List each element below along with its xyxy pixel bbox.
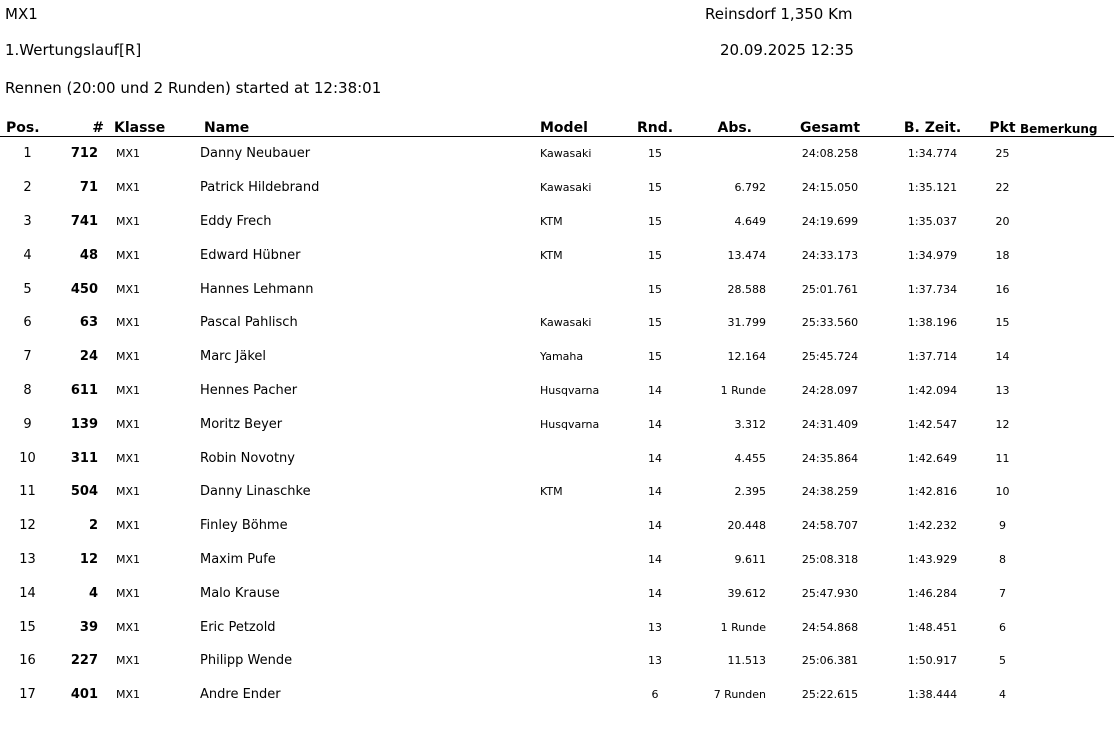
- cell-rnd: 15: [648, 181, 662, 195]
- table-row: [0, 441, 1114, 475]
- table-header-row: [0, 118, 1114, 137]
- cell-name: Philipp Wende: [200, 653, 293, 669]
- cell-bemerkung: [1020, 137, 1114, 171]
- cell-gesamt: 24:35.864: [801, 451, 859, 465]
- table-row: [0, 678, 1114, 712]
- cell-name: Malo Krause: [200, 585, 280, 601]
- cell-klasse: MX1: [116, 214, 141, 228]
- cell-klasse: MX1: [116, 485, 141, 499]
- cell-bemerkung: [1020, 374, 1114, 408]
- cell-pos: 12: [19, 518, 36, 534]
- cell-bemerkung: [1020, 644, 1114, 678]
- cell-model: [540, 441, 625, 475]
- round-label: 1.Wertungslauf[R]: [5, 41, 142, 59]
- cell-gesamt: 24:28.097: [801, 383, 859, 397]
- cell-gesamt: 25:47.930: [801, 586, 859, 600]
- cell-pkt: 8: [999, 552, 1006, 566]
- cell-pkt: 10: [995, 485, 1010, 499]
- cell-num: 12: [79, 551, 98, 567]
- cell-bemerkung: [1020, 475, 1114, 509]
- cell-bzeit: 1:42.094: [907, 383, 958, 397]
- cell-klasse: MX1: [116, 451, 141, 465]
- cell-gesamt: 25:01.761: [801, 282, 859, 296]
- cell-model: Kawasaki: [540, 147, 592, 161]
- col-header-klasse: Klasse: [110, 118, 200, 137]
- col-header-name: Name: [200, 118, 540, 137]
- cell-pos: 7: [23, 349, 32, 365]
- cell-model: [540, 576, 625, 610]
- cell-pos: 8: [23, 382, 32, 398]
- col-header-model: Model: [540, 118, 625, 137]
- cell-abs: 1 Runde: [720, 620, 766, 634]
- cell-rnd: 14: [648, 485, 662, 499]
- cell-bemerkung: [1020, 171, 1114, 205]
- table-row: [0, 171, 1114, 205]
- cell-model: [540, 543, 625, 577]
- cell-pkt: 25: [995, 147, 1010, 161]
- cell-model: KTM: [540, 248, 563, 262]
- cell-model: Husqvarna: [540, 383, 600, 397]
- cell-gesamt: 24:15.050: [801, 181, 859, 195]
- cell-pkt: 12: [995, 417, 1010, 431]
- cell-abs: 3.312: [734, 417, 766, 431]
- cell-pos: 10: [19, 450, 36, 466]
- cell-abs: 11.513: [727, 654, 766, 668]
- cell-gesamt: 24:19.699: [801, 214, 859, 228]
- cell-num: 227: [70, 653, 98, 669]
- cell-abs: 7 Runden: [713, 688, 766, 702]
- cell-klasse: MX1: [116, 248, 141, 262]
- cell-bzeit: 1:42.547: [907, 417, 958, 431]
- cell-abs: 13.474: [727, 248, 766, 262]
- cell-rnd: 14: [648, 519, 662, 533]
- cell-name: Danny Neubauer: [200, 146, 311, 162]
- cell-bemerkung: [1020, 205, 1114, 239]
- cell-rnd: 14: [648, 383, 662, 397]
- cell-model: [540, 644, 625, 678]
- page-title: MX1: [5, 5, 38, 23]
- cell-gesamt: 25:08.318: [801, 552, 859, 566]
- cell-num: 504: [70, 484, 98, 500]
- cell-pos: 14: [19, 585, 36, 601]
- cell-pkt: 22: [995, 181, 1010, 195]
- cell-klasse: MX1: [116, 519, 141, 533]
- cell-abs: 12.164: [727, 350, 766, 364]
- table-row: [0, 205, 1114, 239]
- col-header-abs: Abs.: [685, 118, 780, 137]
- cell-rnd: 14: [648, 451, 662, 465]
- cell-model: [540, 272, 625, 306]
- cell-rnd: 14: [648, 552, 662, 566]
- cell-klasse: MX1: [116, 383, 141, 397]
- cell-bzeit: 1:37.734: [907, 282, 958, 296]
- cell-bzeit: 1:37.714: [907, 350, 958, 364]
- cell-pos: 13: [19, 551, 36, 567]
- cell-name: Marc Jäkel: [200, 349, 266, 365]
- cell-abs: 31.799: [727, 316, 766, 330]
- table-row: [0, 272, 1114, 306]
- table-row: [0, 306, 1114, 340]
- cell-name: Pascal Pahlisch: [200, 315, 298, 331]
- cell-pos: 15: [19, 619, 36, 635]
- col-header-num: #: [55, 118, 110, 137]
- results-table: [0, 118, 1114, 712]
- cell-bzeit: 1:34.979: [907, 248, 958, 262]
- cell-abs: 9.611: [734, 552, 766, 566]
- cell-pos: 16: [19, 653, 36, 669]
- cell-rnd: 14: [648, 586, 662, 600]
- cell-name: Hannes Lehmann: [200, 281, 314, 297]
- cell-abs: [685, 137, 780, 171]
- cell-rnd: 15: [648, 147, 662, 161]
- cell-num: 311: [70, 450, 98, 466]
- cell-pos: 11: [19, 484, 36, 500]
- cell-rnd: 15: [648, 214, 662, 228]
- cell-num: 611: [70, 382, 98, 398]
- cell-pos: 4: [23, 247, 32, 263]
- cell-pos: 2: [23, 180, 32, 196]
- cell-pkt: 15: [995, 316, 1010, 330]
- cell-abs: 39.612: [727, 586, 766, 600]
- cell-abs: 4.455: [734, 451, 766, 465]
- table-row: [0, 610, 1114, 644]
- cell-bzeit: 1:42.816: [907, 485, 958, 499]
- cell-bemerkung: [1020, 407, 1114, 441]
- cell-bzeit: 1:35.037: [907, 214, 958, 228]
- cell-num: 450: [70, 281, 98, 297]
- table-row: [0, 137, 1114, 171]
- col-header-rnd: Rnd.: [625, 118, 685, 137]
- cell-klasse: MX1: [116, 586, 141, 600]
- cell-bzeit: 1:46.284: [907, 586, 958, 600]
- cell-name: Robin Novotny: [200, 450, 295, 466]
- cell-gesamt: 25:45.724: [801, 350, 859, 364]
- cell-name: Edward Hübner: [200, 247, 301, 263]
- cell-pkt: 20: [995, 214, 1010, 228]
- cell-abs: 4.649: [734, 214, 766, 228]
- col-header-gesamt: Gesamt: [780, 118, 880, 137]
- cell-bzeit: 1:35.121: [907, 181, 958, 195]
- cell-pkt: 11: [995, 451, 1010, 465]
- cell-model: [540, 678, 625, 712]
- cell-gesamt: 25:33.560: [801, 316, 859, 330]
- cell-name: Andre Ender: [200, 687, 281, 703]
- cell-num: 139: [70, 416, 98, 432]
- race-info: Rennen (20:00 und 2 Runden) started at 12:38:01: [5, 79, 382, 97]
- table-row: [0, 543, 1114, 577]
- cell-rnd: 13: [648, 654, 662, 668]
- table-row: [0, 238, 1114, 272]
- cell-pos: 1: [23, 146, 32, 162]
- cell-abs: 20.448: [727, 519, 766, 533]
- cell-pkt: 9: [999, 519, 1006, 533]
- cell-pos: 6: [23, 315, 32, 331]
- cell-gesamt: 25:06.381: [801, 654, 859, 668]
- cell-num: 741: [70, 213, 98, 229]
- cell-name: Patrick Hildebrand: [200, 180, 320, 196]
- cell-name: Eddy Frech: [200, 213, 272, 229]
- cell-model: Yamaha: [540, 350, 584, 364]
- cell-bemerkung: [1020, 306, 1114, 340]
- cell-klasse: MX1: [116, 350, 141, 364]
- cell-rnd: 15: [648, 282, 662, 296]
- results-body: [0, 137, 1114, 712]
- cell-klasse: MX1: [116, 147, 141, 161]
- cell-gesamt: 24:33.173: [801, 248, 859, 262]
- cell-name: Moritz Beyer: [200, 416, 283, 432]
- cell-bemerkung: [1020, 576, 1114, 610]
- cell-bemerkung: [1020, 238, 1114, 272]
- cell-num: 2: [88, 518, 98, 534]
- cell-klasse: MX1: [116, 282, 141, 296]
- cell-pkt: 6: [999, 620, 1006, 634]
- cell-rnd: 13: [648, 620, 662, 634]
- cell-pkt: 13: [995, 383, 1010, 397]
- cell-abs: 28.588: [727, 282, 766, 296]
- cell-bemerkung: [1020, 441, 1114, 475]
- cell-rnd: 6: [651, 688, 659, 702]
- cell-name: Hennes Pacher: [200, 382, 298, 398]
- cell-bzeit: 1:38.196: [907, 316, 958, 330]
- cell-pos: 3: [23, 213, 32, 229]
- cell-rnd: 15: [648, 350, 662, 364]
- cell-pos: 5: [23, 281, 32, 297]
- cell-abs: 2.395: [734, 485, 766, 499]
- col-header-pos: Pos.: [0, 118, 55, 137]
- table-row: [0, 475, 1114, 509]
- cell-klasse: MX1: [116, 417, 141, 431]
- cell-model: Husqvarna: [540, 417, 600, 431]
- cell-bzeit: 1:48.451: [907, 620, 958, 634]
- cell-pkt: 5: [999, 654, 1006, 668]
- cell-num: 71: [79, 180, 98, 196]
- cell-model: Kawasaki: [540, 181, 592, 195]
- cell-bzeit: 1:34.774: [907, 147, 958, 161]
- table-row: [0, 576, 1114, 610]
- cell-klasse: MX1: [116, 654, 141, 668]
- cell-num: 39: [79, 619, 98, 635]
- cell-bemerkung: [1020, 678, 1114, 712]
- col-header-pkt: Pkt: [985, 118, 1020, 137]
- cell-model: [540, 509, 625, 543]
- cell-gesamt: 24:31.409: [801, 417, 859, 431]
- cell-name: Eric Petzold: [200, 619, 276, 635]
- cell-num: 712: [70, 146, 98, 162]
- cell-klasse: MX1: [116, 316, 141, 330]
- cell-klasse: MX1: [116, 620, 141, 634]
- cell-bemerkung: [1020, 272, 1114, 306]
- cell-bemerkung: [1020, 340, 1114, 374]
- cell-num: 63: [79, 315, 98, 331]
- cell-rnd: 15: [648, 316, 662, 330]
- cell-num: 4: [88, 585, 98, 601]
- table-row: [0, 340, 1114, 374]
- cell-bzeit: 1:42.232: [907, 519, 958, 533]
- col-header-bemerkung: Bemerkung: [1020, 118, 1114, 137]
- table-row: [0, 374, 1114, 408]
- cell-rnd: 15: [648, 248, 662, 262]
- cell-rnd: 14: [648, 417, 662, 431]
- cell-pkt: 16: [995, 282, 1010, 296]
- datetime-label: 20.09.2025 12:35: [720, 41, 854, 59]
- cell-bemerkung: [1020, 543, 1114, 577]
- cell-bemerkung: [1020, 610, 1114, 644]
- cell-gesamt: 24:08.258: [801, 147, 859, 161]
- venue-label: Reinsdorf 1,350 Km: [705, 5, 853, 23]
- cell-gesamt: 25:22.615: [801, 688, 859, 702]
- cell-gesamt: 24:38.259: [801, 485, 859, 499]
- cell-abs: 6.792: [734, 181, 766, 195]
- cell-gesamt: 24:54.868: [801, 620, 859, 634]
- cell-model: KTM: [540, 485, 563, 499]
- cell-bemerkung: [1020, 509, 1114, 543]
- cell-pkt: 4: [999, 688, 1006, 702]
- cell-klasse: MX1: [116, 688, 141, 702]
- cell-name: Maxim Pufe: [200, 551, 276, 567]
- cell-bzeit: 1:38.444: [907, 688, 958, 702]
- cell-name: Finley Böhme: [200, 518, 288, 534]
- table-row: [0, 644, 1114, 678]
- cell-num: 24: [79, 349, 98, 365]
- cell-model: [540, 610, 625, 644]
- cell-pos: 17: [19, 687, 36, 703]
- cell-abs: 1 Runde: [720, 383, 766, 397]
- cell-pkt: 14: [995, 350, 1010, 364]
- cell-klasse: MX1: [116, 181, 141, 195]
- table-row: [0, 407, 1114, 441]
- cell-bzeit: 1:43.929: [907, 552, 958, 566]
- cell-model: KTM: [540, 214, 563, 228]
- cell-pkt: 7: [999, 586, 1006, 600]
- cell-name: Danny Linaschke: [200, 484, 311, 500]
- cell-num: 401: [70, 687, 98, 703]
- cell-num: 48: [79, 247, 98, 263]
- cell-klasse: MX1: [116, 552, 141, 566]
- cell-pos: 9: [23, 416, 32, 432]
- cell-model: Kawasaki: [540, 316, 592, 330]
- cell-bzeit: 1:42.649: [907, 451, 958, 465]
- col-header-bzeit: B. Zeit.: [880, 118, 985, 137]
- cell-bzeit: 1:50.917: [907, 654, 958, 668]
- cell-pkt: 18: [995, 248, 1010, 262]
- cell-gesamt: 24:58.707: [801, 519, 859, 533]
- table-row: [0, 509, 1114, 543]
